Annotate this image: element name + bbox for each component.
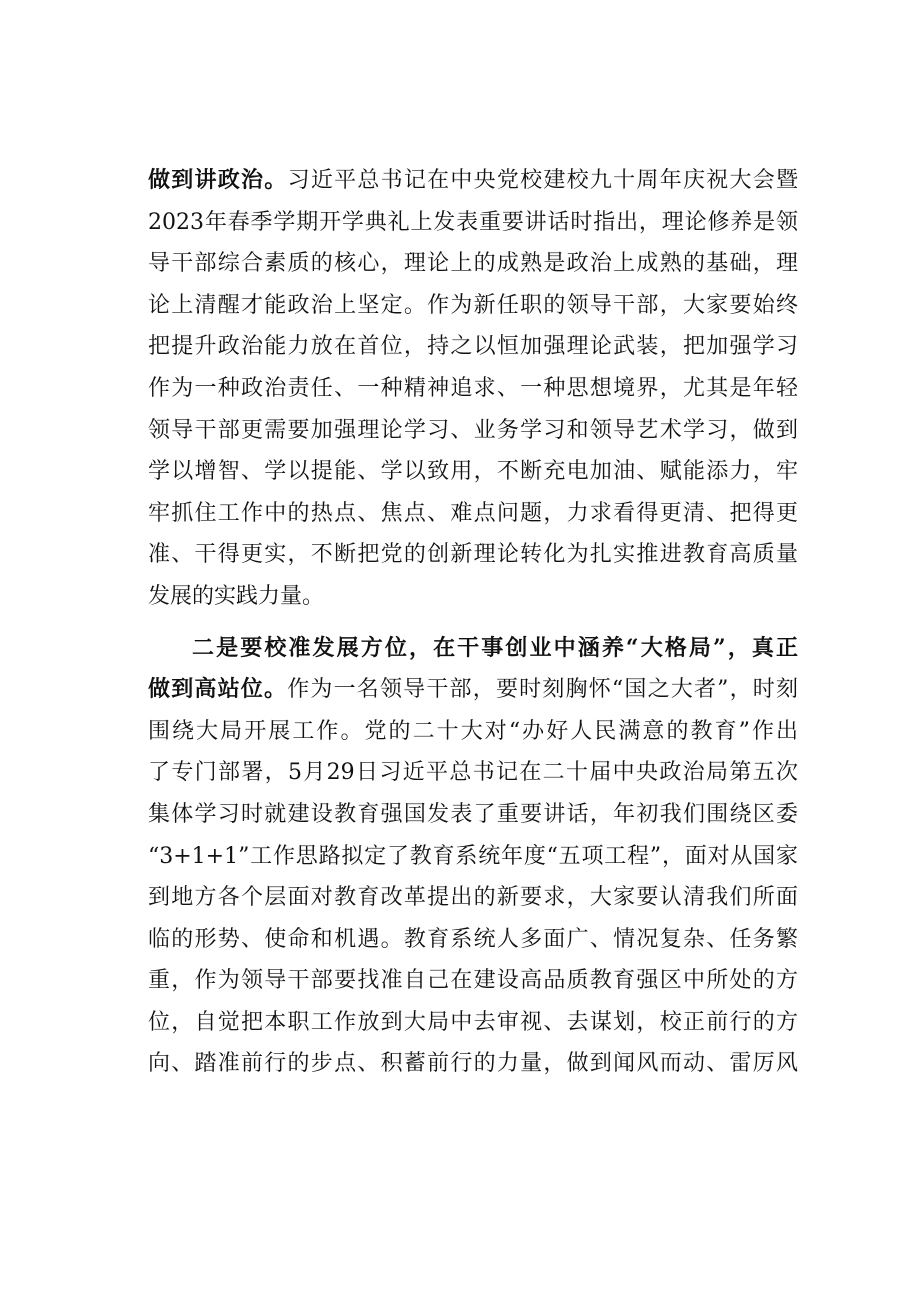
paragraph-2-line	[148, 669, 798, 711]
paragraph-2-heading-end: 做到高站位。	[148, 676, 288, 703]
document-body	[148, 160, 798, 1085]
paragraph-2-text: 作为一名领导干部，要时刻胸怀“国之大者”，时刻	[287, 677, 798, 703]
paragraph-2-line: 向、踏准前行的步点、积蓄前行的力量，做到闻风而动、雷厉风	[148, 1051, 798, 1077]
paragraph-2-line: 集体学习时就建设教育强国发表了重要讲话，年初我们围绕区委	[148, 801, 798, 827]
paragraph-2-line: 到地方各个层面对教育改革提出的新要求，大家要认清我们所面	[148, 885, 798, 911]
paragraph-2-line: 了专门部署，5月29日习近平总书记在二十届中央政治局第五次	[148, 760, 798, 786]
paragraph-1-line: 2023年春季学期开学典礼上发表重要讲话时指出，理论修养是领	[148, 209, 798, 235]
paragraph-1-line: 论上清醒才能政治上坚定。作为新任职的领导干部，大家要始终	[148, 292, 798, 318]
paragraph-1-line: 把提升政治能力放在首位，持之以恒加强理论武装，把加强学习	[148, 334, 798, 360]
paragraph-1-line: 发展的实践力量。	[148, 583, 325, 609]
paragraph-1-line: 准、干得更实，不断把党的创新理论转化为扎实推进教育高质量	[148, 542, 798, 568]
paragraph-2-line: “3+1+1”工作思路拟定了教育系统年度“五项工程”，面对从国家	[148, 843, 798, 869]
paragraph-1-line: 学以增智、学以提能、学以致用，不断充电加油、赋能添力，牢	[148, 459, 798, 485]
paragraph-1-line: 牢抓住工作中的热点、焦点、难点问题，力求看得更清、把得更	[148, 500, 798, 526]
paragraph-2-line: 围绕大局开展工作。党的二十大对“办好人民满意的教育”作出	[148, 718, 798, 744]
paragraph-1-line-1	[148, 160, 798, 202]
paragraph-spacer	[148, 618, 798, 628]
paragraph-1-line: 导干部综合素质的核心，理论上的成熟是政治上成熟的基础，理	[148, 251, 798, 277]
paragraph-2-line: 临的形势、使命和机遇。教育系统人多面广、情况复杂、任务繁	[148, 926, 798, 952]
paragraph-1-line: 领导干部更需要加强理论学习、业务学习和领导艺术学习，做到	[148, 417, 798, 443]
paragraph-2-line: 重，作为领导干部要找准自己在建设高品质教育强区中所处的方	[148, 968, 798, 994]
paragraph-2-heading: 二是要校准发展方位，在干事创业中涵养“大格局”，真正	[192, 634, 798, 661]
paragraph-1-lead: 做到讲政治。	[148, 167, 288, 193]
paragraph-1-text: 习近平总书记在中央党校建校九十周年庆祝大会暨	[287, 168, 798, 193]
paragraph-2-heading-line	[148, 628, 798, 670]
paragraph-2-line: 位，自觉把本职工作放到大局中去审视、去谋划，校正前行的方	[148, 1009, 798, 1035]
paragraph-1-line: 作为一种政治责任、一种精神追求、一种思想境界，尤其是年轻	[148, 375, 798, 401]
